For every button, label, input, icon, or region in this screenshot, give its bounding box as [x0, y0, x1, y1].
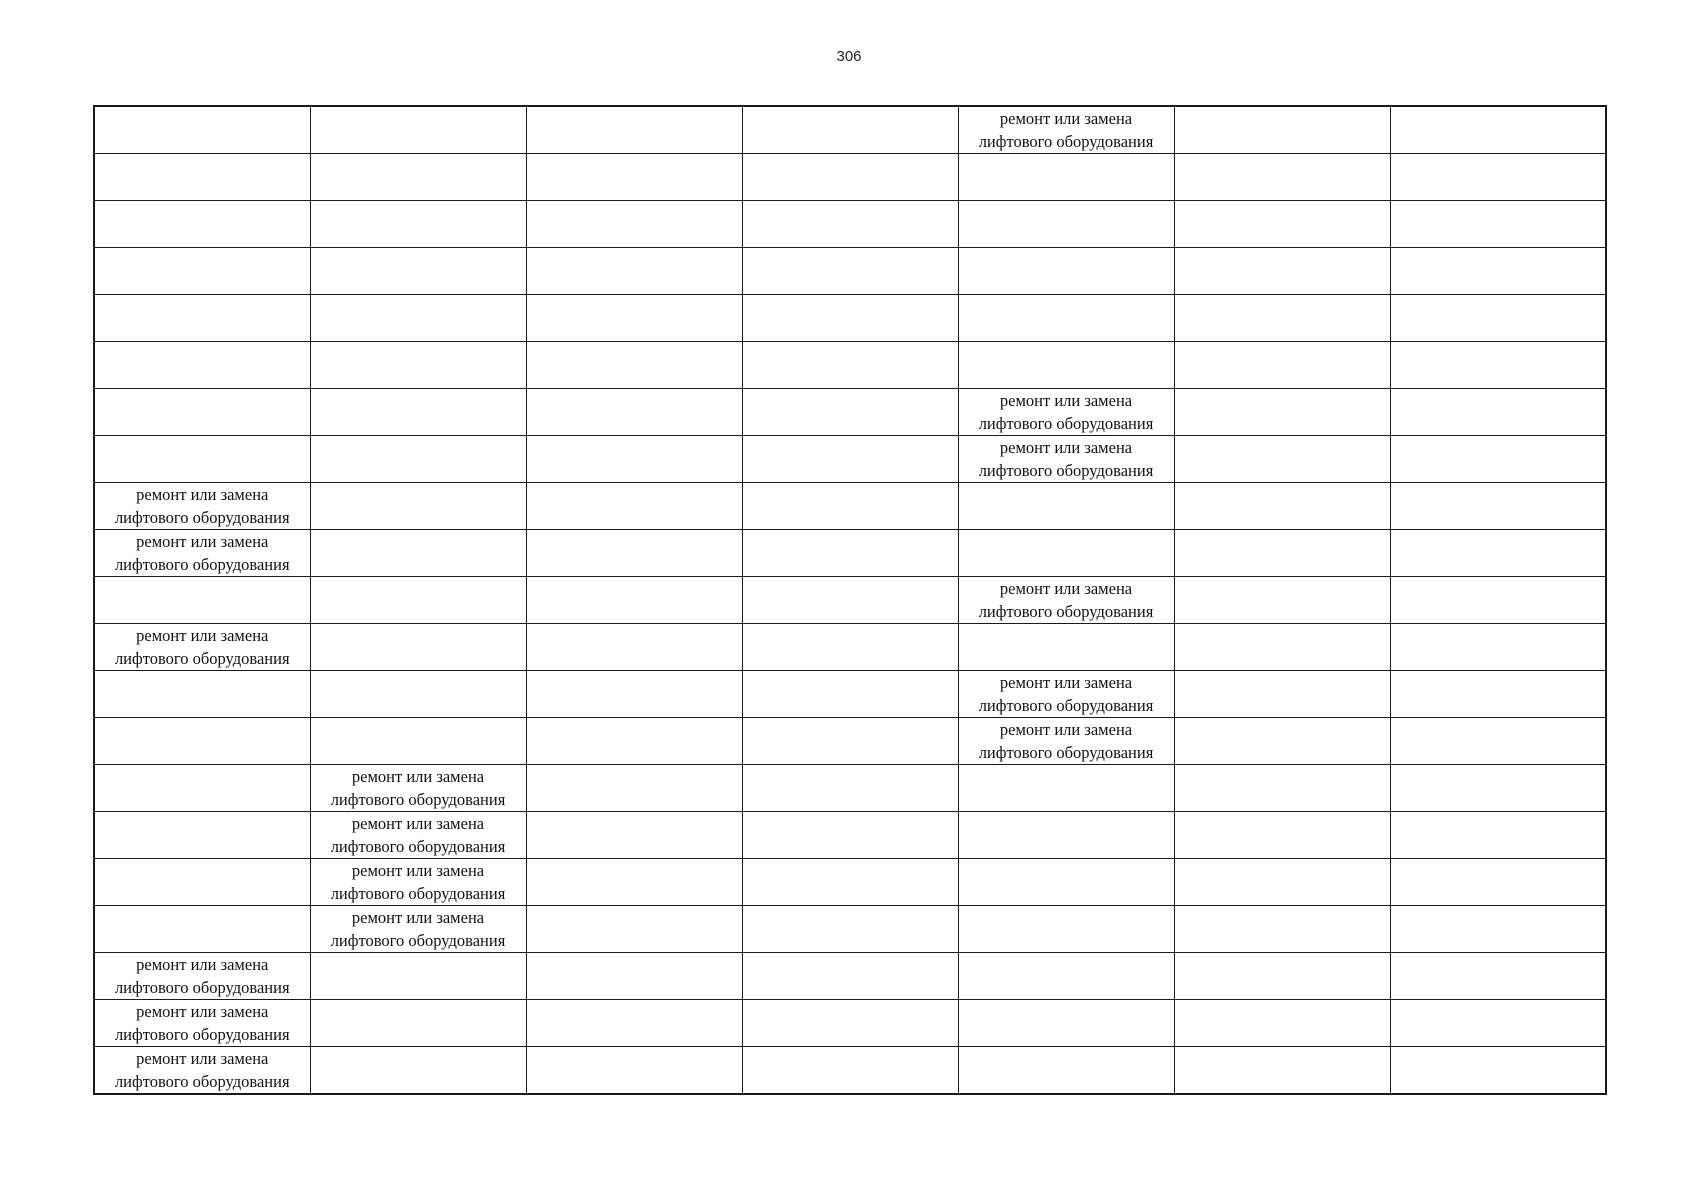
table-cell [310, 577, 526, 624]
table-cell [1390, 624, 1606, 671]
table-cell [1174, 765, 1390, 812]
table-cell [526, 671, 742, 718]
table-cell [1174, 530, 1390, 577]
table-cell [1390, 389, 1606, 436]
table-cell [742, 342, 958, 389]
table-cell [94, 906, 310, 953]
table-cell [1390, 201, 1606, 248]
table-cell [1390, 248, 1606, 295]
table-cell [742, 1000, 958, 1047]
table-cell [742, 248, 958, 295]
table-cell: ремонт или замена лифтового оборудования [958, 106, 1174, 154]
table-cell [742, 154, 958, 201]
table-cell [526, 1000, 742, 1047]
table-cell [310, 953, 526, 1000]
table-cell [310, 671, 526, 718]
table-row [94, 154, 1606, 201]
table-cell [742, 812, 958, 859]
table-cell [742, 436, 958, 483]
table-cell [526, 859, 742, 906]
table-cell [1390, 154, 1606, 201]
table-cell [526, 812, 742, 859]
table-cell [958, 1047, 1174, 1095]
table-cell [742, 577, 958, 624]
table-row [94, 671, 1606, 718]
table-row [94, 812, 1606, 859]
table-cell [1174, 624, 1390, 671]
table-cell [310, 436, 526, 483]
table-cell [526, 765, 742, 812]
table-cell: ремонт или замена лифтового оборудования [94, 530, 310, 577]
table-cell [1390, 577, 1606, 624]
table-cell [1390, 1047, 1606, 1095]
table-cell: ремонт или замена лифтового оборудования [958, 671, 1174, 718]
table-cell [310, 201, 526, 248]
table-cell: ремонт или замена лифтового оборудования [958, 436, 1174, 483]
table-cell [526, 577, 742, 624]
table-cell [526, 342, 742, 389]
table-cell: ремонт или замена лифтового оборудования [310, 812, 526, 859]
table-row [94, 1047, 1606, 1095]
table-cell [742, 483, 958, 530]
table-cell [310, 1000, 526, 1047]
table-cell [526, 248, 742, 295]
table-cell [1390, 436, 1606, 483]
table-cell [1390, 718, 1606, 765]
table-cell [742, 624, 958, 671]
table-cell: ремонт или замена лифтового оборудования [958, 389, 1174, 436]
table-cell [958, 953, 1174, 1000]
table-cell: ремонт или замена лифтового оборудования [310, 765, 526, 812]
table-cell [94, 718, 310, 765]
table-cell [958, 295, 1174, 342]
table-row [94, 295, 1606, 342]
table-cell [310, 1047, 526, 1095]
table-cell [1390, 295, 1606, 342]
table-cell [742, 530, 958, 577]
table-cell [958, 342, 1174, 389]
table-cell [310, 624, 526, 671]
table-cell [526, 106, 742, 154]
table-cell [958, 201, 1174, 248]
table-cell [742, 201, 958, 248]
table-cell [310, 483, 526, 530]
table-cell [1390, 765, 1606, 812]
table-cell: ремонт или замена лифтового оборудования [958, 718, 1174, 765]
table-cell [526, 718, 742, 765]
table-cell [1174, 1047, 1390, 1095]
table-cell [310, 295, 526, 342]
table-cell [958, 859, 1174, 906]
table-row [94, 530, 1606, 577]
table-cell [310, 389, 526, 436]
table-cell [742, 389, 958, 436]
table-cell: ремонт или замена лифтового оборудования [94, 483, 310, 530]
table-cell [94, 812, 310, 859]
table-cell: ремонт или замена лифтового оборудования [310, 859, 526, 906]
table-row [94, 483, 1606, 530]
table-cell [958, 906, 1174, 953]
table-cell [1390, 106, 1606, 154]
table-cell [1174, 248, 1390, 295]
table-cell [310, 106, 526, 154]
table-cell [94, 671, 310, 718]
table-cell [958, 765, 1174, 812]
table-cell [1390, 859, 1606, 906]
table-cell [742, 953, 958, 1000]
table-cell [742, 906, 958, 953]
table-cell [310, 530, 526, 577]
table-cell [526, 483, 742, 530]
table-cell [310, 342, 526, 389]
table-cell [1390, 483, 1606, 530]
table-cell [94, 342, 310, 389]
table-cell [526, 1047, 742, 1095]
table-cell: ремонт или замена лифтового оборудования [94, 953, 310, 1000]
table-row [94, 106, 1606, 154]
table-cell [1390, 671, 1606, 718]
table-cell [958, 530, 1174, 577]
table-cell [958, 483, 1174, 530]
table-cell [94, 577, 310, 624]
table-cell [1390, 530, 1606, 577]
table-cell [1390, 1000, 1606, 1047]
table-cell [1174, 906, 1390, 953]
table-cell [742, 295, 958, 342]
table-cell [1174, 1000, 1390, 1047]
table-cell [1174, 154, 1390, 201]
table-cell [310, 248, 526, 295]
table-row [94, 765, 1606, 812]
table-cell [1174, 389, 1390, 436]
table-cell [1390, 906, 1606, 953]
table-cell [742, 859, 958, 906]
table-cell [526, 154, 742, 201]
table-cell [1174, 953, 1390, 1000]
table-cell [310, 154, 526, 201]
table-cell [1174, 106, 1390, 154]
table-cell [1174, 859, 1390, 906]
table-row [94, 953, 1606, 1000]
table-cell [526, 436, 742, 483]
table-row [94, 718, 1606, 765]
table-cell [94, 201, 310, 248]
table-cell [94, 154, 310, 201]
table-cell [1174, 436, 1390, 483]
table-body [94, 106, 1606, 1094]
table-cell [526, 530, 742, 577]
table-cell [1174, 201, 1390, 248]
table-cell [94, 248, 310, 295]
table-cell [526, 201, 742, 248]
table-cell [958, 1000, 1174, 1047]
table-cell [958, 248, 1174, 295]
table-cell [94, 106, 310, 154]
table-cell [1174, 295, 1390, 342]
table-cell [742, 1047, 958, 1095]
table-cell: ремонт или замена лифтового оборудования [310, 906, 526, 953]
table-cell [1390, 953, 1606, 1000]
table-cell [1174, 812, 1390, 859]
table-row [94, 201, 1606, 248]
table-cell: ремонт или замена лифтового оборудования [958, 577, 1174, 624]
table-cell [742, 765, 958, 812]
table-cell [310, 718, 526, 765]
table-row [94, 436, 1606, 483]
page-number: 306 [836, 48, 862, 65]
table-cell [94, 389, 310, 436]
table-row [94, 1000, 1606, 1047]
table-cell [1390, 812, 1606, 859]
table-cell [1174, 671, 1390, 718]
table-cell [94, 859, 310, 906]
table-row [94, 577, 1606, 624]
table-cell [526, 624, 742, 671]
table-cell [1390, 342, 1606, 389]
table-cell [94, 436, 310, 483]
table-row [94, 342, 1606, 389]
table-cell: ремонт или замена лифтового оборудования [94, 624, 310, 671]
table-row [94, 624, 1606, 671]
table-row [94, 906, 1606, 953]
table-cell [526, 295, 742, 342]
table-cell [526, 906, 742, 953]
table-cell [958, 624, 1174, 671]
table-cell [742, 106, 958, 154]
table-cell [1174, 577, 1390, 624]
table-cell: ремонт или замена лифтового оборудования [94, 1047, 310, 1095]
data-table [93, 105, 1607, 1095]
table-cell [1174, 483, 1390, 530]
table-row [94, 859, 1606, 906]
table-cell [1174, 718, 1390, 765]
table-cell: ремонт или замена лифтового оборудования [94, 1000, 310, 1047]
table-cell [742, 671, 958, 718]
table-cell [94, 765, 310, 812]
table-cell [526, 953, 742, 1000]
table-cell [94, 295, 310, 342]
table-cell [1174, 342, 1390, 389]
table-row [94, 248, 1606, 295]
table-cell [526, 389, 742, 436]
table-cell [958, 812, 1174, 859]
table-cell [958, 154, 1174, 201]
table-cell [742, 718, 958, 765]
table-row [94, 389, 1606, 436]
